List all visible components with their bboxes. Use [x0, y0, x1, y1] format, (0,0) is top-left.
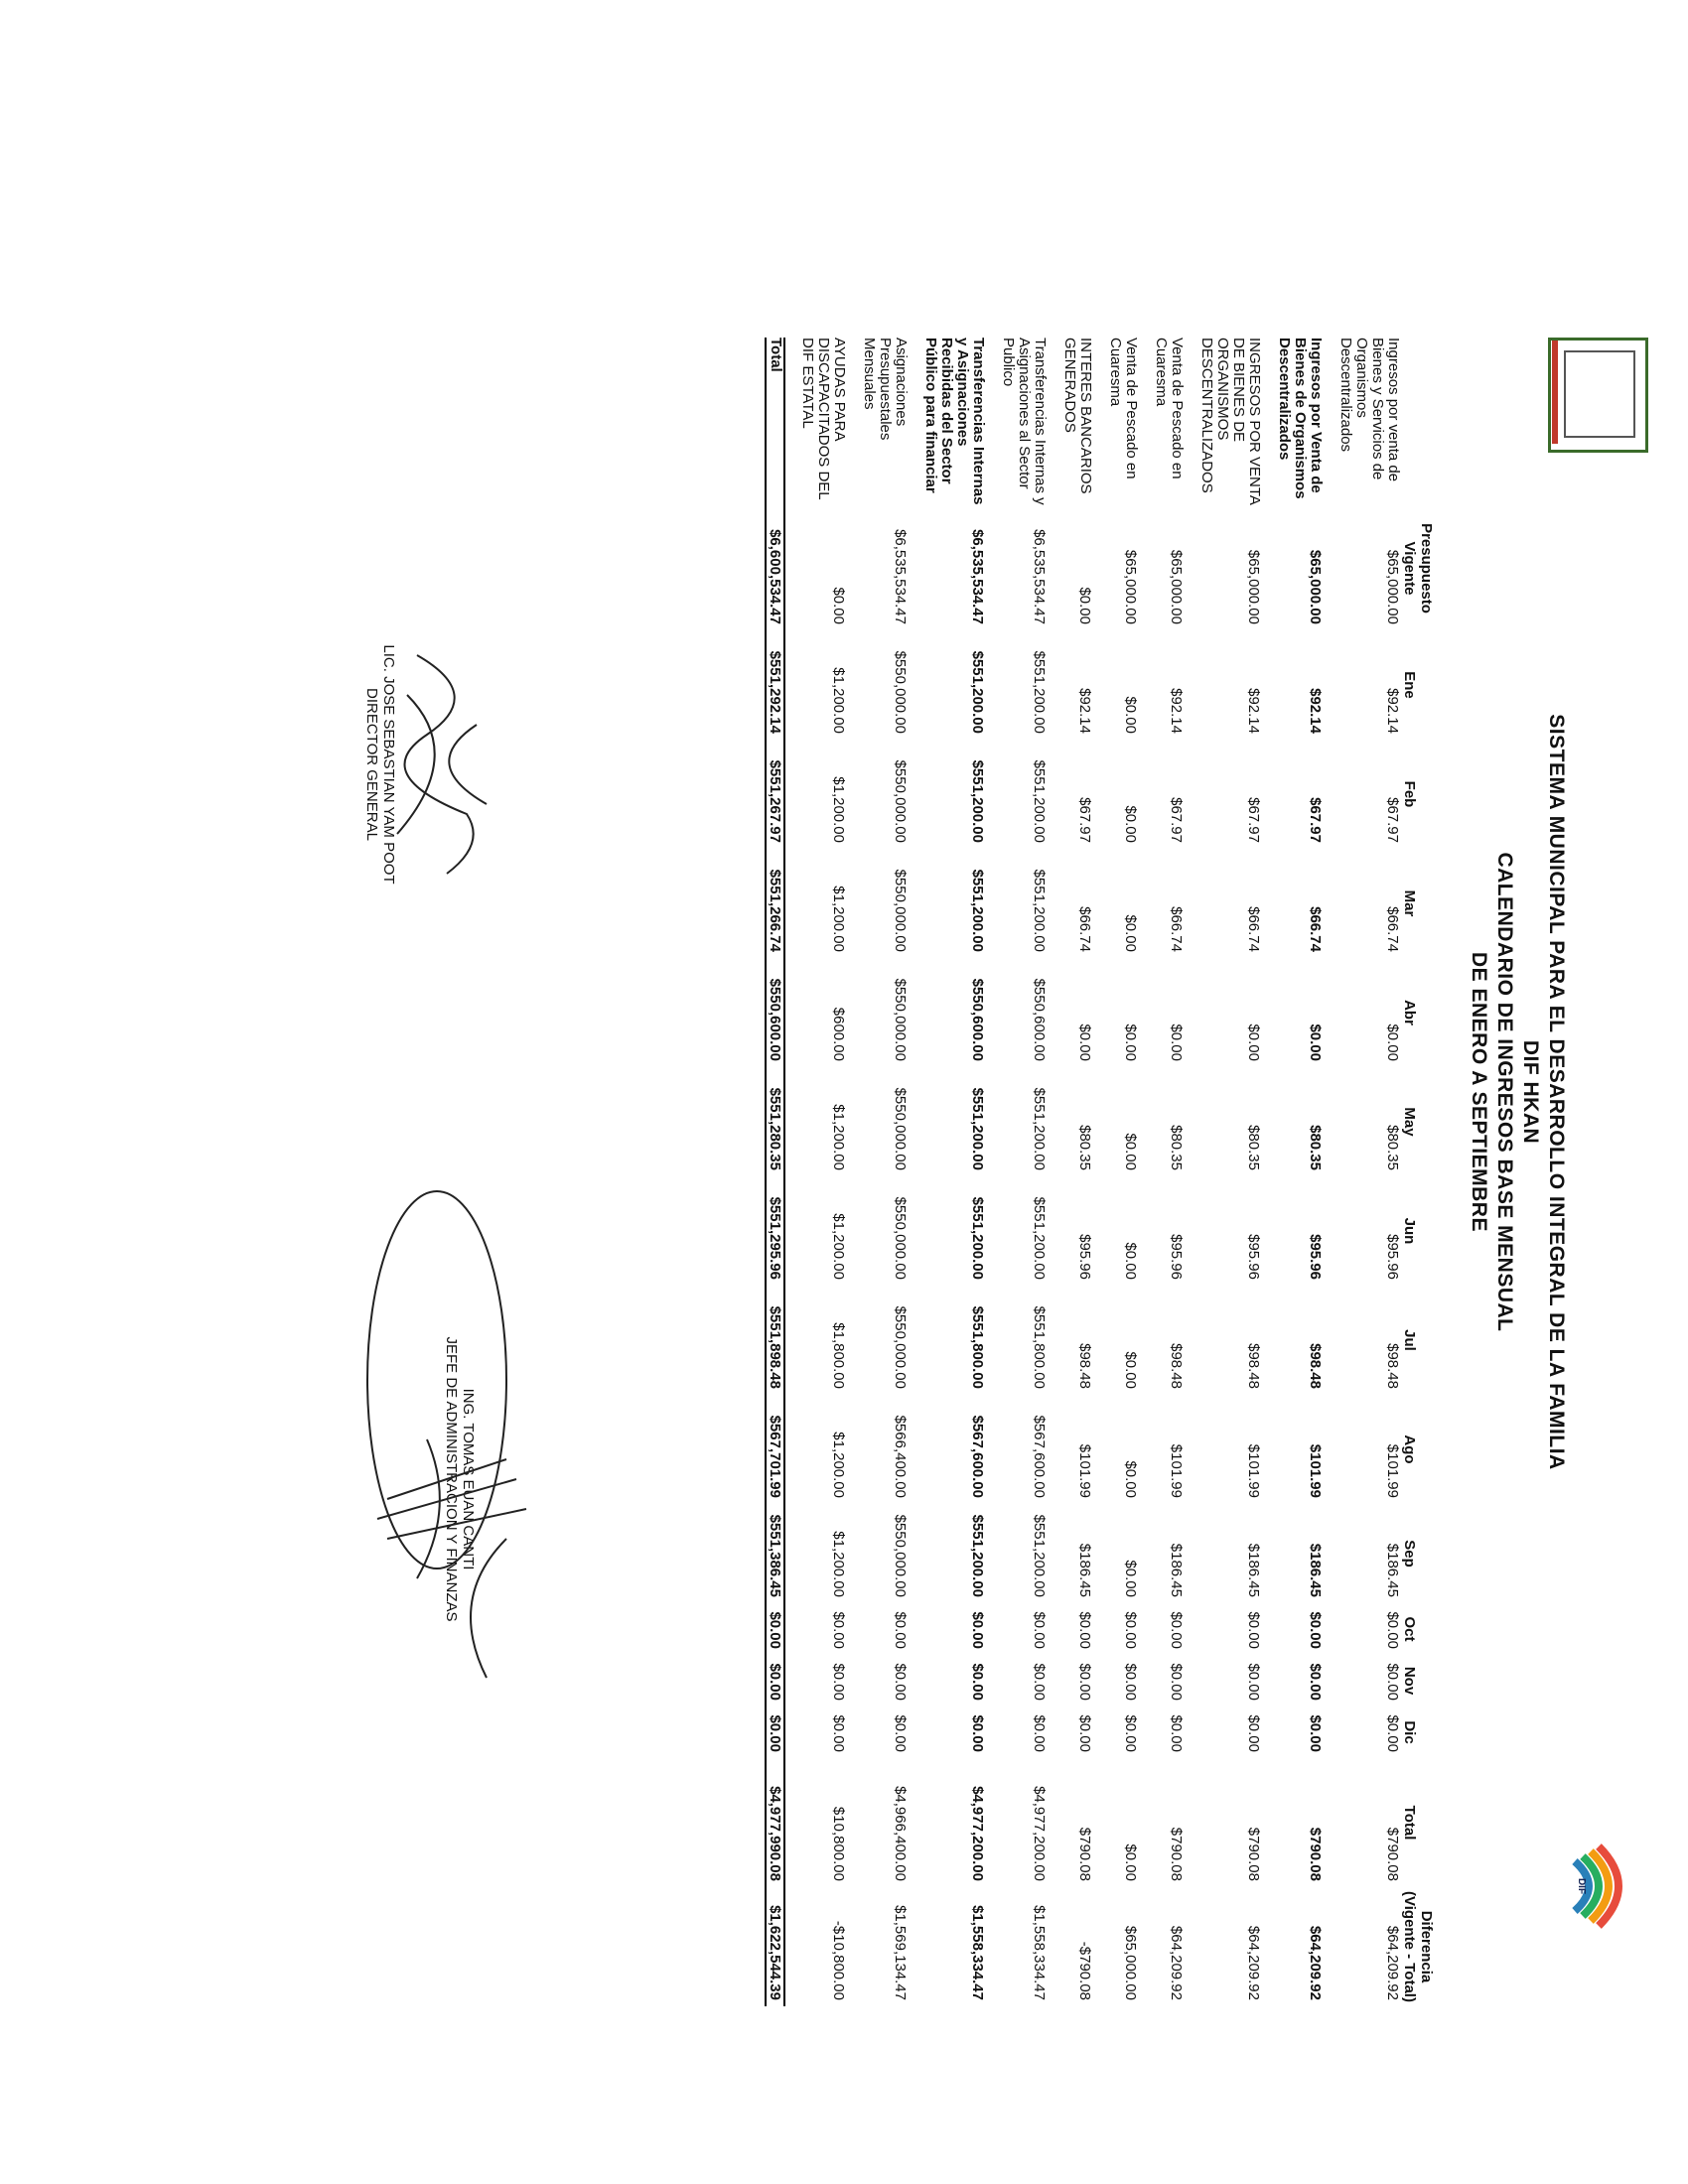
table-cell: $0.00	[766, 1603, 784, 1655]
col-header-dic: Dic	[1401, 1720, 1418, 1744]
table-cell: $0.00	[892, 1714, 909, 1752]
table-cell: $551,200.00	[1031, 1196, 1048, 1280]
col-header-ago: Ago	[1401, 1434, 1418, 1464]
table-cell: $101.99	[1168, 1443, 1185, 1498]
col-header-may: May	[1401, 1107, 1418, 1137]
row-label: Asignaciones Presupuestales Mensuales	[861, 338, 910, 441]
table-cell: $550,000.00	[892, 1196, 909, 1280]
table-header-row	[1401, 338, 1435, 2006]
table-cell: $0.00	[1245, 1714, 1262, 1752]
table-cell: $80.35	[1384, 1125, 1401, 1170]
table-cell: $0.00	[1307, 1714, 1324, 1752]
table-cell: $65,000.00	[1245, 549, 1262, 624]
table-cell: $0.00	[1122, 1024, 1139, 1061]
table-cell: $65,000.00	[1122, 549, 1139, 624]
dif-logo-label: DIF	[1576, 1877, 1587, 1895]
table-cell: $0.00	[1168, 1663, 1185, 1701]
table-cell: $186.45	[1076, 1543, 1093, 1597]
table-cell: $65,000.00	[1307, 549, 1324, 624]
table-cell: $1,200.00	[830, 667, 847, 734]
table-cell: $0.00	[1384, 1024, 1401, 1061]
table-cell: $101.99	[1384, 1443, 1401, 1498]
table-cell: $551,386.45	[766, 1504, 784, 1603]
table-row	[922, 338, 986, 2006]
table-cell: $92.14	[1076, 688, 1093, 734]
table-row	[799, 338, 847, 2006]
row-label: AYUDAS PARA DISCAPACITADOS DEL DIF ESTATAL	[799, 338, 848, 500]
table-cell: $0.00	[892, 1611, 909, 1649]
table-cell: $551,266.74	[766, 849, 784, 958]
row-label: Ingresos por venta de Bienes y Servicios de Organismos Descentralizados	[1337, 338, 1402, 482]
table-cell: $0.00	[1384, 1663, 1401, 1701]
table-cell: $65,000.00	[1122, 1925, 1139, 2000]
table-cell: $790.08	[1245, 1827, 1262, 1881]
table-cell: $0.00	[1307, 1611, 1324, 1649]
table-cell: $67.97	[1076, 797, 1093, 843]
row-label: INGRESOS POR VENTA DE BIENES DE ORGANISMOS DESCENTRALIZADOS	[1198, 338, 1263, 505]
col-header-diferencia: Diferencia (Vigente - Total)	[1401, 1891, 1435, 2002]
table-cell: $10,800.00	[830, 1806, 847, 1881]
table-cell: $0.00	[1122, 1714, 1139, 1752]
table-cell: $1,558,334.47	[1031, 1905, 1048, 2000]
table-row	[1000, 338, 1048, 2006]
table-cell: $66.74	[1384, 906, 1401, 952]
table-cell: $567,600.00	[969, 1415, 986, 1498]
table-cell: $551,200.00	[1031, 759, 1048, 843]
row-label: Transferencias Internas y Asignaciones Recibidas del Sector Público para financiar	[922, 338, 987, 505]
table-cell: $1,200.00	[830, 1432, 847, 1498]
table-cell: $0.00	[1122, 1242, 1139, 1280]
document-header	[1466, 0, 1569, 2184]
col-header-mar: Mar	[1401, 889, 1418, 917]
table-cell: $0.00	[1168, 1714, 1185, 1752]
table-cell: $550,000.00	[892, 978, 909, 1061]
table-cell: $186.45	[1384, 1543, 1401, 1597]
table-cell: $0.00	[1245, 1611, 1262, 1649]
table-row	[1276, 338, 1324, 2006]
row-label: INTERES BANCARIOS GENERADOS	[1061, 338, 1094, 494]
table-cell: $98.48	[1076, 1343, 1093, 1389]
row-spacer	[1048, 338, 1061, 2006]
table-cell: $80.35	[1245, 1125, 1262, 1170]
table-cell: $92.14	[1307, 688, 1324, 734]
table-cell: $64,209.92	[1384, 1925, 1401, 2000]
table-cell: $551,280.35	[766, 1067, 784, 1176]
table-cell: $92.14	[1384, 688, 1401, 734]
table-cell: $0.00	[1307, 1024, 1324, 1061]
table-cell: $0.00	[1076, 1663, 1093, 1701]
table-cell: $1,800.00	[830, 1322, 847, 1389]
table-cell: $790.08	[1384, 1827, 1401, 1881]
table-cell: $550,000.00	[892, 650, 909, 734]
row-spacer	[986, 338, 1000, 2006]
table-cell: $101.99	[1245, 1443, 1262, 1498]
col-header-total: Total	[1401, 1805, 1418, 1841]
table-cell: $66.74	[1307, 906, 1324, 952]
table-cell: $551,292.14	[766, 630, 784, 740]
table-cell: $550,600.00	[766, 958, 784, 1067]
table-cell: $1,200.00	[830, 1213, 847, 1280]
table-cell: $550,600.00	[1031, 978, 1048, 1061]
table-cell: $551,200.00	[1031, 650, 1048, 734]
row-label: Ingresos por Venta de Bienes de Organismos Descentralizados	[1276, 338, 1325, 499]
table-cell: $1,622,544.39	[766, 1887, 784, 2006]
col-header-nov: Nov	[1401, 1666, 1418, 1696]
table-cell: $4,966,400.00	[892, 1786, 909, 1881]
table-cell: $600.00	[830, 1007, 847, 1061]
header-line-4: DE ENERO A SEPTIEMBRE	[1468, 952, 1490, 1232]
table-cell: $80.35	[1307, 1125, 1324, 1170]
col-header-oct: Oct	[1401, 1616, 1418, 1642]
table-cell: $186.45	[1245, 1543, 1262, 1597]
table-cell: $567,600.00	[1031, 1415, 1048, 1498]
handwritten-signature-right	[348, 1181, 566, 1737]
table-cell: $0.00	[1122, 1133, 1139, 1170]
table-cell: $0.00	[766, 1655, 784, 1706]
table-cell: $95.96	[1245, 1234, 1262, 1280]
table-cell: $550,000.00	[892, 1305, 909, 1389]
table-cell: $0.00	[1076, 1714, 1093, 1752]
table-cell: $0.00	[1122, 1611, 1139, 1649]
table-cell: $67.97	[1245, 797, 1262, 843]
table-cell: $550,000.00	[892, 1087, 909, 1170]
row-spacer	[1262, 338, 1276, 2006]
table-cell: $67.97	[1168, 797, 1185, 843]
table-cell: $566,400.00	[892, 1415, 909, 1498]
table-cell: $551,800.00	[969, 1305, 986, 1389]
row-label: Total	[766, 338, 784, 506]
table-cell: $0.00	[1031, 1714, 1048, 1752]
table-cell: $1,569,134.47	[892, 1905, 909, 2000]
header-line-1: SISTEMA MUNICIPAL PARA EL DESARROLLO INTEGRAL DE LA FAMILIA	[1545, 714, 1568, 1470]
row-spacer	[784, 338, 799, 2006]
table-cell: $551,295.96	[766, 1176, 784, 1286]
table-row	[1107, 338, 1139, 2006]
row-label: Transferencias Internas y Asignaciones al Sector Publico	[1000, 338, 1049, 505]
row-spacer	[1324, 338, 1337, 2006]
table-cell: $92.14	[1168, 688, 1185, 734]
table-cell: $67.97	[1307, 797, 1324, 843]
table-cell: $67.97	[1384, 797, 1401, 843]
table-cell: $551,200.00	[969, 1087, 986, 1170]
table-cell: $0.00	[1076, 587, 1093, 624]
row-spacer	[1139, 338, 1153, 2006]
table-cell: $98.48	[1384, 1343, 1401, 1389]
table-cell: $4,977,200.00	[969, 1786, 986, 1881]
signature-left	[363, 556, 397, 973]
table-cell: $4,977,200.00	[1031, 1786, 1048, 1881]
table-cell: $0.00	[1384, 1714, 1401, 1752]
table-cell: $0.00	[1122, 1351, 1139, 1389]
table-cell: $790.08	[1076, 1827, 1093, 1881]
table-cell: $0.00	[1307, 1663, 1324, 1701]
table-cell: $550,600.00	[969, 978, 986, 1061]
table-cell: $551,200.00	[969, 650, 986, 734]
table-cell: $6,535,534.47	[969, 529, 986, 624]
table-cell: $0.00	[1384, 1611, 1401, 1649]
table-cell: $790.08	[1307, 1827, 1324, 1881]
header-line-2: DIF HKAN	[1519, 1039, 1542, 1145]
table-cell: -$10,800.00	[830, 1920, 847, 2000]
table-cell: $0.00	[1122, 1460, 1139, 1498]
table-cell: $6,535,534.47	[1031, 529, 1048, 624]
table-cell: $0.00	[1122, 1663, 1139, 1701]
table-cell: $551,800.00	[1031, 1305, 1048, 1389]
table-cell: $551,200.00	[1031, 1087, 1048, 1170]
table-cell: $0.00	[1168, 1611, 1185, 1649]
table-cell: $0.00	[830, 1663, 847, 1701]
table-cell: $0.00	[1122, 805, 1139, 843]
table-cell: $0.00	[1122, 696, 1139, 734]
table-cell: $551,200.00	[969, 1514, 986, 1597]
table-cell: $1,200.00	[830, 1531, 847, 1597]
table-cell: $65,000.00	[1168, 549, 1185, 624]
table-cell: $98.48	[1168, 1343, 1185, 1389]
signature-right	[443, 1261, 477, 1698]
col-header-feb: Feb	[1401, 780, 1418, 808]
table-cell: $186.45	[1307, 1543, 1324, 1597]
table-cell: $95.96	[1168, 1234, 1185, 1280]
table-cell: $66.74	[1076, 906, 1093, 952]
row-spacer	[1093, 338, 1107, 2006]
table-cell: $65,000.00	[1384, 549, 1401, 624]
table-cell: $80.35	[1168, 1125, 1185, 1170]
table-cell: $551,200.00	[1031, 869, 1048, 952]
table-cell: $0.00	[1031, 1663, 1048, 1701]
table-cell: $0.00	[766, 1706, 784, 1758]
table-cell: $0.00	[969, 1663, 986, 1701]
row-spacer	[909, 338, 922, 2006]
row-spacer	[1185, 338, 1198, 2006]
table-row	[1061, 338, 1093, 2006]
row-label: Venta de Pescado en Cuaresma	[1153, 338, 1186, 479]
table-cell: $0.00	[830, 587, 847, 624]
header-line-3: CALENDARIO DE INGRESOS BASE MENSUAL	[1493, 852, 1516, 1332]
table-row	[1153, 338, 1185, 2006]
table-cell: $95.96	[1307, 1234, 1324, 1280]
table-cell: $0.00	[1122, 1843, 1139, 1881]
table-cell: -$790.08	[1076, 1941, 1093, 2000]
col-header-concept	[1401, 338, 1435, 506]
signer-right-name: ING. TOMAS EUAN CANTI	[460, 1388, 477, 1570]
table-cell: $1,200.00	[830, 886, 847, 952]
col-header-vigente: Presupuesto Vigente	[1401, 523, 1435, 614]
table-cell: $551,200.00	[969, 869, 986, 952]
table-cell: $551,267.97	[766, 740, 784, 849]
col-header-jul: Jul	[1401, 1329, 1418, 1351]
table-cell: $66.74	[1245, 906, 1262, 952]
table-cell: $0.00	[969, 1714, 986, 1752]
table-cell: $101.99	[1307, 1443, 1324, 1498]
table-row	[861, 338, 909, 2006]
table-cell: $0.00	[892, 1663, 909, 1701]
table-cell: $186.45	[1168, 1543, 1185, 1597]
table-cell: $95.96	[1384, 1234, 1401, 1280]
table-row	[1337, 338, 1401, 2006]
table-cell: $551,200.00	[969, 1196, 986, 1280]
table-cell: $98.48	[1307, 1343, 1324, 1389]
table-cell: $0.00	[1168, 1024, 1185, 1061]
table-cell: $98.48	[1245, 1343, 1262, 1389]
table-cell: $1,558,334.47	[969, 1905, 986, 2000]
row-label: Venta de Pescado en Cuaresma	[1107, 338, 1140, 479]
signer-left-name: LIC. JOSE SEBASTIAN YAM POOT	[380, 644, 397, 885]
col-header-sep: Sep	[1401, 1540, 1418, 1568]
table-cell: $64,209.92	[1168, 1925, 1185, 2000]
table-cell: $0.00	[830, 1611, 847, 1649]
income-calendar-table	[765, 338, 1435, 2006]
table-cell: $6,535,534.47	[892, 529, 909, 624]
table-cell: $0.00	[1245, 1663, 1262, 1701]
table-cell: $4,977,990.08	[766, 1758, 784, 1887]
table-cell: $92.14	[1245, 688, 1262, 734]
table-cell: $790.08	[1168, 1827, 1185, 1881]
table-cell: $1,200.00	[830, 776, 847, 843]
table-cell: $550,000.00	[892, 869, 909, 952]
table-cell: $0.00	[1076, 1024, 1093, 1061]
table-cell: $0.00	[1076, 1611, 1093, 1649]
table-cell: $551,200.00	[1031, 1514, 1048, 1597]
table-cell: $551,898.48	[766, 1286, 784, 1395]
table-cell: $0.00	[1245, 1024, 1262, 1061]
table-cell: $64,209.92	[1307, 1925, 1324, 2000]
table-cell: $80.35	[1076, 1125, 1093, 1170]
table-cell: $0.00	[1122, 1560, 1139, 1597]
col-header-ene: Ene	[1401, 671, 1418, 699]
table-cell: $550,000.00	[892, 759, 909, 843]
signer-right-title: JEFE DE ADMINISTRACION Y FINANZAS	[443, 1336, 460, 1622]
table-cell: $550,000.00	[892, 1514, 909, 1597]
signer-left-title: DIRECTOR GENERAL	[363, 688, 380, 841]
table-cell: $551,200.00	[969, 759, 986, 843]
table-cell: $0.00	[1031, 1611, 1048, 1649]
table-cell: $101.99	[1076, 1443, 1093, 1498]
table-cell: $0.00	[1122, 914, 1139, 952]
table-cell: $1,200.00	[830, 1104, 847, 1170]
col-header-abr: Abr	[1401, 1000, 1418, 1025]
table-row	[1198, 338, 1262, 2006]
total-row	[766, 338, 784, 2006]
table-cell: $0.00	[830, 1714, 847, 1752]
col-header-jun: Jun	[1401, 1217, 1418, 1245]
handwritten-signature-left	[377, 635, 506, 893]
table-cell: $567,701.99	[766, 1395, 784, 1504]
table-cell: $66.74	[1168, 906, 1185, 952]
table-cell: $64,209.92	[1245, 1925, 1262, 2000]
table-cell: $0.00	[969, 1611, 986, 1649]
row-spacer	[847, 338, 861, 2006]
table-cell: $6,600,534.47	[766, 506, 784, 630]
table-cell: $95.96	[1076, 1234, 1093, 1280]
